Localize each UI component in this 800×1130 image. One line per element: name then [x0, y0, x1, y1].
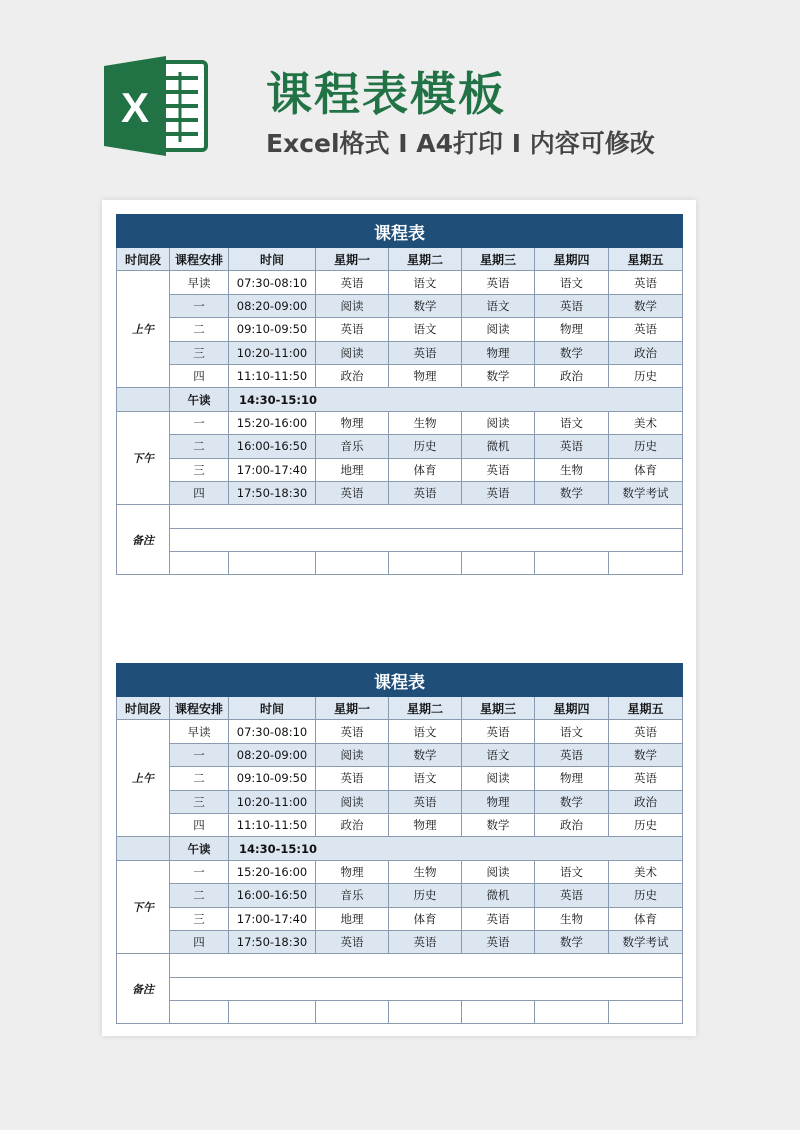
- course-cell: 语文: [535, 271, 609, 294]
- course-cell: 生物: [535, 907, 609, 930]
- course-cell: 地理: [316, 907, 389, 930]
- course-cell: 数学: [535, 790, 609, 813]
- notes-row: [117, 1001, 683, 1024]
- noon-time: 14:30-15:10: [229, 837, 683, 860]
- order-cell: 二: [170, 318, 229, 341]
- course-cell: 物理: [462, 341, 535, 364]
- course-cell: 生物: [535, 458, 609, 481]
- course-cell: 美术: [609, 860, 683, 883]
- course-cell: 体育: [609, 907, 683, 930]
- notes-cell: [462, 1001, 535, 1024]
- course-cell: 政治: [316, 364, 389, 387]
- header-cell: 星期三: [462, 697, 535, 720]
- course-cell: 英语: [462, 458, 535, 481]
- noon-empty-cell: [117, 837, 170, 860]
- course-cell: 体育: [389, 458, 462, 481]
- course-cell: 语文: [462, 294, 535, 317]
- order-cell: 一: [170, 294, 229, 317]
- notes-row: [117, 977, 683, 1000]
- time-cell: 09:10-09:50: [229, 318, 316, 341]
- course-cell: 物理: [462, 790, 535, 813]
- time-cell: 16:00-16:50: [229, 884, 316, 907]
- course-cell: 英语: [609, 767, 683, 790]
- header-cell: 星期二: [389, 697, 462, 720]
- table-row: [117, 341, 683, 364]
- course-cell: 物理: [535, 767, 609, 790]
- course-cell: 英语: [316, 481, 389, 504]
- order-cell: 二: [170, 435, 229, 458]
- course-cell: 政治: [535, 813, 609, 836]
- notes-cell: [316, 552, 389, 575]
- notes-row: [117, 528, 683, 551]
- noon-empty-cell: [117, 388, 170, 411]
- notes-cell: [170, 1001, 229, 1024]
- time-cell: 10:20-11:00: [229, 341, 316, 364]
- course-cell: 英语: [535, 743, 609, 766]
- time-cell: 07:30-08:10: [229, 720, 316, 743]
- order-cell: 二: [170, 884, 229, 907]
- header-cell: 课程安排: [170, 697, 229, 720]
- course-cell: 英语: [462, 481, 535, 504]
- notes-cell: [229, 1001, 316, 1024]
- table-row: [117, 860, 683, 883]
- course-cell: 物理: [316, 411, 389, 434]
- course-cell: 数学: [609, 743, 683, 766]
- table-row: [117, 271, 683, 294]
- table-row: [117, 930, 683, 953]
- course-cell: 语文: [535, 720, 609, 743]
- order-cell: 三: [170, 458, 229, 481]
- course-cell: 英语: [609, 318, 683, 341]
- table-row: [117, 481, 683, 504]
- course-cell: 英语: [462, 720, 535, 743]
- course-cell: 数学: [462, 364, 535, 387]
- header-cell: 星期四: [535, 248, 609, 271]
- course-cell: 英语: [316, 271, 389, 294]
- notes-cell: [535, 1001, 609, 1024]
- order-cell: 一: [170, 743, 229, 766]
- course-cell: 英语: [609, 271, 683, 294]
- time-cell: 17:00-17:40: [229, 458, 316, 481]
- order-cell: 三: [170, 907, 229, 930]
- course-cell: 生物: [389, 860, 462, 883]
- course-cell: 语文: [389, 720, 462, 743]
- notes-cell: [609, 552, 683, 575]
- header-cell: 星期五: [609, 248, 683, 271]
- table-row: [117, 813, 683, 836]
- course-cell: 语文: [389, 767, 462, 790]
- course-cell: 阅读: [316, 743, 389, 766]
- course-cell: 历史: [389, 884, 462, 907]
- course-cell: 微机: [462, 435, 535, 458]
- course-cell: 英语: [462, 907, 535, 930]
- course-cell: 音乐: [316, 435, 389, 458]
- header-cell: 时间: [229, 697, 316, 720]
- course-cell: 语文: [389, 318, 462, 341]
- course-cell: 数学: [609, 294, 683, 317]
- table-row: [117, 435, 683, 458]
- course-cell: 历史: [389, 435, 462, 458]
- order-cell: 四: [170, 813, 229, 836]
- order-cell: 三: [170, 790, 229, 813]
- course-cell: 政治: [609, 341, 683, 364]
- course-cell: 语文: [462, 743, 535, 766]
- table-row: [117, 743, 683, 766]
- course-cell: 英语: [389, 790, 462, 813]
- header-cell: 时间段: [117, 248, 170, 271]
- course-cell: 英语: [389, 341, 462, 364]
- header-cell: 星期三: [462, 248, 535, 271]
- header-cell: 时间: [229, 248, 316, 271]
- course-cell: 阅读: [316, 341, 389, 364]
- notes-row: [117, 954, 683, 977]
- table-row: [117, 907, 683, 930]
- course-cell: 历史: [609, 813, 683, 836]
- course-cell: 美术: [609, 411, 683, 434]
- time-cell: 17:00-17:40: [229, 907, 316, 930]
- order-cell: 四: [170, 481, 229, 504]
- notes-cell: [535, 552, 609, 575]
- course-cell: 数学考试: [609, 481, 683, 504]
- table-row: [117, 767, 683, 790]
- time-cell: 09:10-09:50: [229, 767, 316, 790]
- header-cell: 星期一: [316, 697, 389, 720]
- table-row: [117, 720, 683, 743]
- time-cell: 08:20-09:00: [229, 743, 316, 766]
- noon-label: 午读: [170, 388, 229, 411]
- order-cell: 二: [170, 767, 229, 790]
- course-cell: 物理: [389, 813, 462, 836]
- notes-line: [170, 954, 683, 977]
- page-header: [0, 0, 800, 190]
- course-cell: 英语: [389, 930, 462, 953]
- header-cell: 星期二: [389, 248, 462, 271]
- notes-cell: [316, 1001, 389, 1024]
- schedule-table: [116, 214, 683, 575]
- noon-label: 午读: [170, 837, 229, 860]
- course-cell: 阅读: [462, 411, 535, 434]
- period-afternoon: 下午: [117, 411, 170, 505]
- course-cell: 英语: [535, 884, 609, 907]
- order-cell: 三: [170, 341, 229, 364]
- course-cell: 阅读: [462, 860, 535, 883]
- notes-cell: [170, 552, 229, 575]
- notes-row: [117, 505, 683, 528]
- course-cell: 物理: [389, 364, 462, 387]
- course-cell: 数学: [389, 294, 462, 317]
- period-morning: 上午: [117, 720, 170, 837]
- notes-row: [117, 552, 683, 575]
- excel-logo-letter: X: [120, 84, 150, 131]
- course-cell: 政治: [535, 364, 609, 387]
- table-row: [117, 790, 683, 813]
- course-cell: 阅读: [462, 767, 535, 790]
- notes-line: [170, 528, 683, 551]
- course-cell: 历史: [609, 435, 683, 458]
- noon-row: [117, 837, 683, 860]
- course-cell: 数学: [535, 481, 609, 504]
- course-cell: 英语: [609, 720, 683, 743]
- order-cell: 一: [170, 411, 229, 434]
- time-cell: 15:20-16:00: [229, 411, 316, 434]
- page-title: 课程表模板: [266, 67, 506, 121]
- time-cell: 08:20-09:00: [229, 294, 316, 317]
- time-cell: 16:00-16:50: [229, 435, 316, 458]
- header-cell: 星期四: [535, 697, 609, 720]
- page-subtitle: Excel格式 I A4打印 I 内容可修改: [266, 129, 655, 158]
- course-cell: 政治: [316, 813, 389, 836]
- header-cell: 星期五: [609, 697, 683, 720]
- time-cell: 07:30-08:10: [229, 271, 316, 294]
- table-row: [117, 884, 683, 907]
- header-cell: 星期一: [316, 248, 389, 271]
- course-cell: 英语: [535, 294, 609, 317]
- course-cell: 英语: [316, 930, 389, 953]
- table-row: [117, 294, 683, 317]
- excel-icon: [104, 56, 210, 156]
- time-cell: 11:10-11:50: [229, 364, 316, 387]
- course-cell: 物理: [316, 860, 389, 883]
- order-cell: 一: [170, 860, 229, 883]
- table-row: [117, 364, 683, 387]
- notes-label: 备注: [117, 505, 170, 575]
- time-cell: 11:10-11:50: [229, 813, 316, 836]
- course-cell: 物理: [535, 318, 609, 341]
- order-cell: 早读: [170, 720, 229, 743]
- table-row: [117, 411, 683, 434]
- course-cell: 英语: [462, 930, 535, 953]
- course-cell: 英语: [462, 271, 535, 294]
- course-cell: 音乐: [316, 884, 389, 907]
- notes-cell: [389, 552, 462, 575]
- course-cell: 英语: [316, 318, 389, 341]
- time-cell: 15:20-16:00: [229, 860, 316, 883]
- order-cell: 四: [170, 364, 229, 387]
- table-row: [117, 318, 683, 341]
- course-cell: 微机: [462, 884, 535, 907]
- course-cell: 历史: [609, 364, 683, 387]
- notes-line: [170, 977, 683, 1000]
- course-cell: 数学: [462, 813, 535, 836]
- time-cell: 17:50-18:30: [229, 930, 316, 953]
- course-cell: 数学: [535, 930, 609, 953]
- course-cell: 语文: [535, 860, 609, 883]
- table-row: [117, 458, 683, 481]
- course-cell: 英语: [389, 481, 462, 504]
- period-morning: 上午: [117, 271, 170, 388]
- notes-cell: [389, 1001, 462, 1024]
- course-cell: 语文: [389, 271, 462, 294]
- course-cell: 政治: [609, 790, 683, 813]
- order-cell: 四: [170, 930, 229, 953]
- period-afternoon: 下午: [117, 860, 170, 954]
- document-sheet: [102, 200, 696, 1036]
- noon-row: [117, 388, 683, 411]
- header-cell: 课程安排: [170, 248, 229, 271]
- header-cell: 时间段: [117, 697, 170, 720]
- table-title: 课程表: [117, 215, 683, 248]
- notes-cell: [462, 552, 535, 575]
- time-cell: 10:20-11:00: [229, 790, 316, 813]
- course-cell: 英语: [535, 435, 609, 458]
- course-cell: 英语: [316, 720, 389, 743]
- course-cell: 历史: [609, 884, 683, 907]
- course-cell: 数学: [389, 743, 462, 766]
- course-cell: 阅读: [462, 318, 535, 341]
- course-cell: 语文: [535, 411, 609, 434]
- course-cell: 英语: [316, 767, 389, 790]
- course-cell: 体育: [609, 458, 683, 481]
- schedule-table: [116, 663, 683, 1024]
- notes-cell: [229, 552, 316, 575]
- course-cell: 数学: [535, 341, 609, 364]
- notes-line: [170, 505, 683, 528]
- course-cell: 地理: [316, 458, 389, 481]
- noon-time: 14:30-15:10: [229, 388, 683, 411]
- course-cell: 阅读: [316, 294, 389, 317]
- time-cell: 17:50-18:30: [229, 481, 316, 504]
- course-cell: 阅读: [316, 790, 389, 813]
- notes-label: 备注: [117, 954, 170, 1024]
- table-title: 课程表: [117, 664, 683, 697]
- course-cell: 体育: [389, 907, 462, 930]
- order-cell: 早读: [170, 271, 229, 294]
- course-cell: 生物: [389, 411, 462, 434]
- course-cell: 数学考试: [609, 930, 683, 953]
- notes-cell: [609, 1001, 683, 1024]
